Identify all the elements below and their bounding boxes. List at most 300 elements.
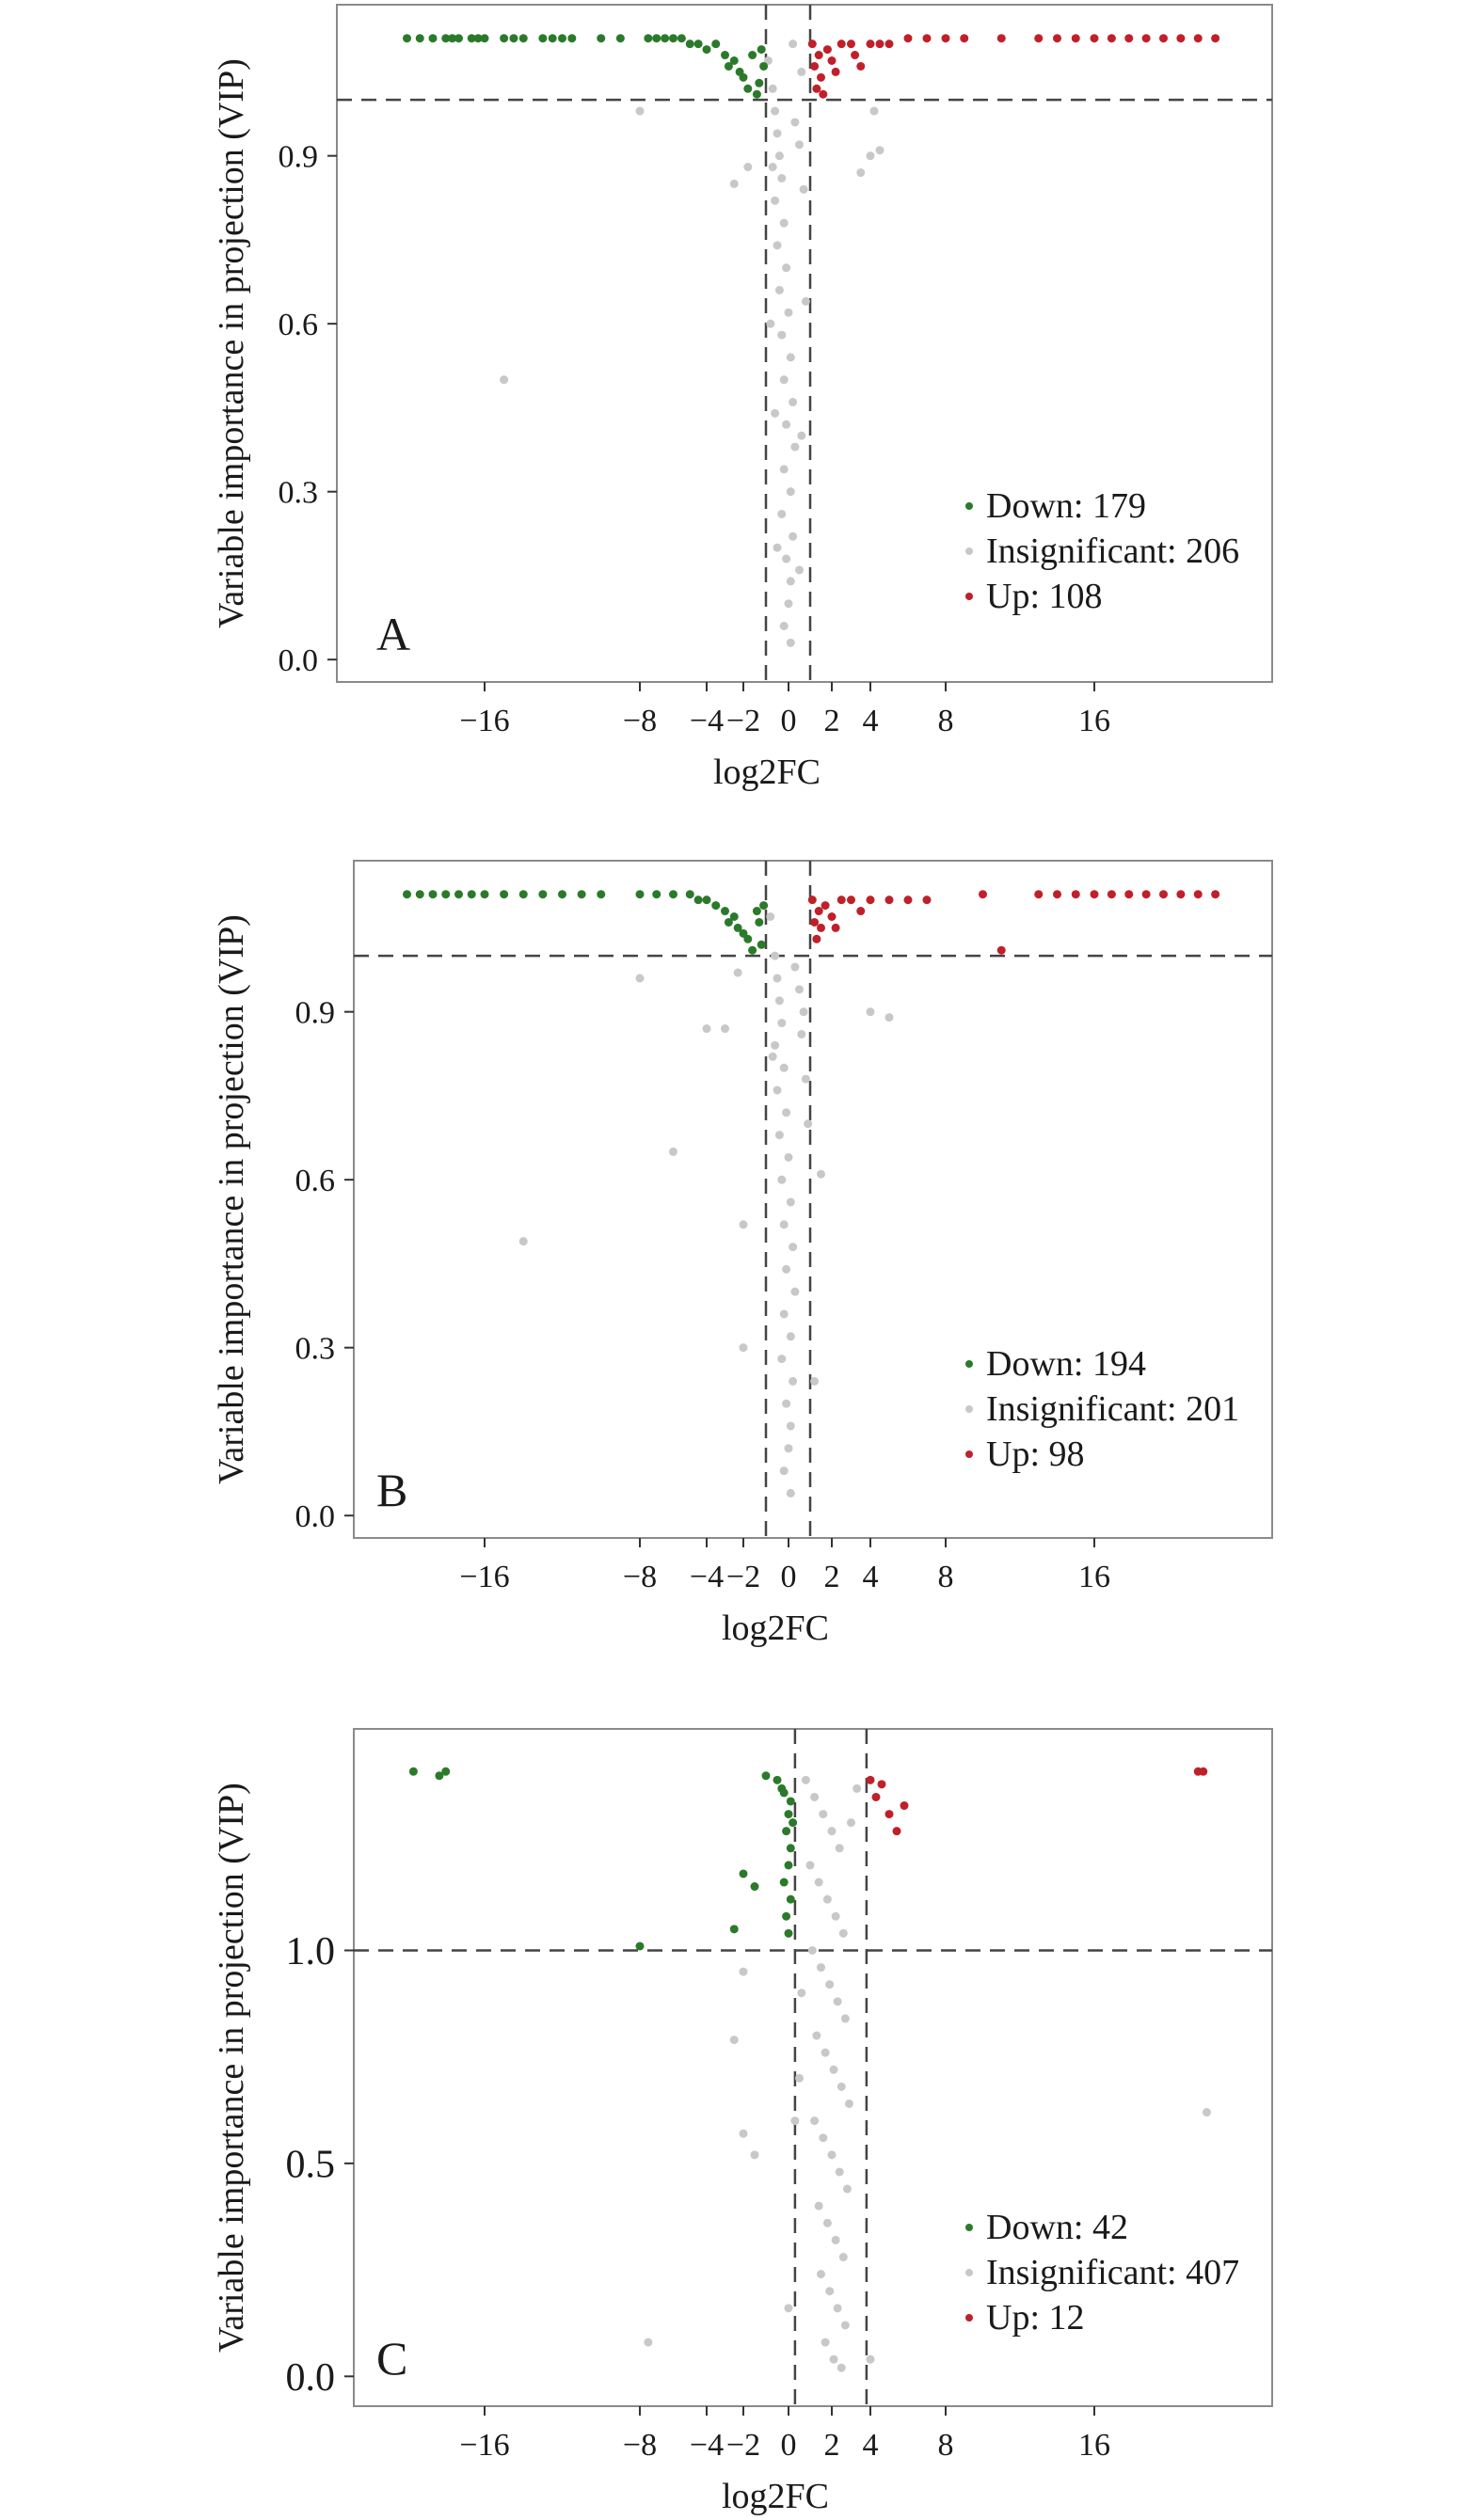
point-insignificant	[789, 532, 797, 541]
point-insignificant	[785, 1153, 793, 1162]
x-tick-label: 0	[780, 704, 797, 738]
y-tick-label: 0.0	[278, 643, 318, 679]
point-insignificant	[836, 1844, 844, 1852]
point-insignificant	[771, 1041, 779, 1050]
point-insignificant	[795, 140, 804, 149]
point-up	[828, 56, 837, 65]
point-up	[856, 62, 865, 71]
point-insignificant	[787, 487, 795, 496]
point-insignificant	[777, 331, 786, 340]
legend-marker-up	[965, 2314, 973, 2322]
point-up	[867, 40, 875, 48]
point-down	[416, 34, 424, 42]
point-insignificant	[797, 1030, 805, 1038]
point-up	[885, 40, 894, 48]
point-down	[636, 890, 645, 898]
point-down	[481, 890, 489, 898]
legend-marker-up	[965, 593, 973, 600]
point-insignificant	[773, 544, 782, 552]
point-insignificant	[780, 375, 789, 384]
y-tick-label: 0.0	[295, 1499, 335, 1535]
x-tick-label: −2	[725, 1560, 761, 1594]
point-down	[616, 34, 625, 42]
point-up	[815, 907, 823, 915]
point-down	[519, 890, 528, 898]
legend-label-insig: Insignificant: 201	[986, 1389, 1240, 1429]
point-insignificant	[777, 510, 786, 518]
point-insignificant	[785, 1444, 793, 1452]
point-insignificant	[790, 963, 799, 972]
point-down	[694, 895, 703, 904]
point-down	[578, 890, 586, 898]
point-insignificant	[782, 1400, 790, 1408]
point-up	[810, 918, 819, 927]
x-tick-label: 8	[937, 1560, 954, 1594]
point-down	[429, 34, 438, 42]
point-insignificant	[836, 2167, 844, 2176]
point-insignificant	[780, 1466, 789, 1475]
x-tick-label: 16	[1078, 1560, 1110, 1594]
point-insignificant	[782, 555, 790, 563]
point-insignificant	[806, 1861, 815, 1869]
point-up	[821, 901, 830, 910]
point-down	[711, 40, 720, 48]
point-insignificant	[817, 1170, 825, 1179]
point-up	[1199, 1767, 1207, 1776]
point-insignificant	[787, 353, 795, 361]
point-up	[1194, 34, 1203, 42]
point-insignificant	[777, 1019, 786, 1027]
legend-marker-insig	[965, 1405, 973, 1413]
point-down	[785, 1861, 793, 1869]
point-insignificant	[828, 1827, 837, 1835]
point-insignificant	[780, 1220, 789, 1228]
point-down	[652, 34, 661, 42]
point-up	[812, 85, 821, 93]
x-axis-label: log2FC	[721, 1609, 830, 1648]
point-insignificant	[780, 1064, 789, 1072]
point-insignificant	[802, 297, 810, 306]
point-insignificant	[797, 432, 805, 440]
point-insignificant	[837, 2083, 846, 2091]
point-insignificant	[817, 2270, 825, 2278]
point-insignificant	[777, 174, 786, 182]
point-insignificant	[853, 1784, 861, 1793]
x-axis-label: log2FC	[712, 753, 821, 792]
point-up	[979, 890, 987, 898]
point-up	[867, 895, 875, 904]
x-tick-label: 16	[1078, 2428, 1110, 2463]
point-insignificant	[817, 1963, 825, 1972]
point-insignificant	[740, 1220, 748, 1228]
point-down	[740, 1869, 748, 1878]
x-tick-label: 2	[823, 704, 840, 738]
point-insignificant	[730, 2036, 739, 2044]
y-tick-label: 0.3	[278, 475, 318, 511]
point-insignificant	[773, 974, 782, 982]
point-down	[785, 1810, 793, 1818]
point-insignificant	[769, 85, 777, 93]
y-tick-label: 1.0	[285, 1930, 335, 1974]
point-insignificant	[808, 1946, 817, 1955]
point-up	[885, 1810, 894, 1818]
y-tick-label: 0.6	[278, 308, 318, 343]
plot-frame	[337, 5, 1272, 682]
point-insignificant	[815, 2202, 823, 2211]
point-insignificant	[734, 969, 742, 977]
point-down	[652, 890, 661, 898]
point-insignificant	[669, 1148, 677, 1156]
point-down	[743, 85, 752, 93]
point-insignificant	[644, 2338, 652, 2347]
point-up	[904, 34, 913, 42]
point-down	[773, 1776, 782, 1784]
point-down	[549, 34, 557, 42]
point-insignificant	[636, 974, 645, 982]
point-up	[1176, 890, 1185, 898]
point-up	[1053, 34, 1061, 42]
point-down	[538, 890, 547, 898]
point-down	[787, 1797, 795, 1805]
point-up	[1142, 34, 1151, 42]
point-insignificant	[810, 1377, 819, 1386]
point-down	[597, 890, 605, 898]
point-down	[703, 895, 711, 904]
point-up	[997, 34, 1006, 42]
point-insignificant	[839, 2253, 848, 2261]
point-insignificant	[790, 2116, 799, 2125]
point-down	[644, 34, 652, 42]
point-insignificant	[815, 1878, 823, 1887]
point-insignificant	[802, 1075, 810, 1084]
point-insignificant	[743, 163, 752, 171]
point-down	[751, 1882, 759, 1891]
point-down	[759, 901, 768, 910]
y-axis-label: Variable importance in projection (VIP)	[212, 58, 251, 628]
point-up	[812, 935, 821, 943]
point-insignificant	[787, 1197, 795, 1206]
x-tick-label: −8	[622, 1560, 658, 1594]
point-insignificant	[847, 1818, 855, 1827]
plot-frame	[354, 861, 1272, 1538]
point-insignificant	[819, 2133, 827, 2142]
point-down	[753, 90, 761, 99]
point-up	[847, 40, 855, 48]
point-insignificant	[775, 1131, 784, 1139]
point-down	[441, 1767, 450, 1776]
point-up	[808, 895, 817, 904]
point-insignificant	[740, 1968, 748, 1976]
point-down	[762, 1771, 771, 1780]
point-up	[867, 1776, 875, 1784]
point-down	[669, 34, 677, 42]
point-insignificant	[795, 2074, 804, 2083]
point-up	[872, 1793, 881, 1801]
point-insignificant	[782, 420, 790, 429]
point-up	[856, 907, 865, 915]
point-up	[1034, 34, 1043, 42]
point-down	[636, 1942, 645, 1950]
point-insignificant	[828, 2150, 837, 2159]
panel-letter: C	[376, 2332, 408, 2385]
legend-marker-insig	[965, 2269, 973, 2276]
point-insignificant	[790, 443, 799, 452]
point-up	[1124, 890, 1133, 898]
point-up	[1124, 34, 1133, 42]
point-insignificant	[771, 107, 779, 116]
point-up	[817, 924, 825, 932]
point-insignificant	[843, 2185, 852, 2194]
point-down	[500, 34, 508, 42]
point-up	[904, 895, 913, 904]
x-tick-label: −8	[622, 2428, 658, 2463]
legend-label-down: Down: 42	[986, 2208, 1128, 2247]
point-up	[817, 73, 825, 82]
point-down	[558, 34, 566, 42]
x-tick-label: 8	[937, 704, 954, 738]
point-down	[787, 1895, 795, 1904]
point-down	[597, 34, 605, 42]
point-insignificant	[821, 2338, 830, 2347]
point-insignificant	[751, 2150, 759, 2159]
point-insignificant	[790, 1288, 799, 1296]
point-down	[721, 51, 729, 59]
point-up	[832, 68, 840, 76]
point-up	[893, 1827, 901, 1835]
point-down	[481, 34, 489, 42]
x-tick-label: −16	[459, 1560, 510, 1594]
point-up	[815, 51, 823, 59]
x-tick-label: −2	[725, 2428, 761, 2463]
point-up	[1176, 34, 1185, 42]
point-insignificant	[782, 263, 790, 272]
point-insignificant	[830, 2066, 838, 2074]
point-insignificant	[837, 2364, 846, 2372]
legend-label-up: Up: 98	[986, 1434, 1085, 1474]
point-up	[837, 895, 846, 904]
legend-marker-insig	[965, 547, 973, 555]
legend-label-down: Down: 179	[986, 486, 1146, 526]
point-insignificant	[800, 1007, 808, 1016]
point-insignificant	[740, 2130, 748, 2138]
point-up	[808, 40, 817, 48]
point-down	[500, 890, 508, 898]
point-down	[403, 890, 411, 898]
point-up	[837, 40, 846, 48]
point-insignificant	[804, 1119, 812, 1128]
point-up	[823, 45, 832, 54]
point-up	[1053, 890, 1061, 898]
y-tick-label: 0.9	[278, 139, 318, 175]
legend-label-insig: Insignificant: 206	[986, 531, 1240, 571]
point-insignificant	[730, 180, 739, 188]
point-down	[429, 890, 438, 898]
point-insignificant	[832, 1912, 840, 1921]
point-insignificant	[825, 2287, 834, 2295]
legend-label-up: Up: 108	[986, 577, 1103, 616]
point-down	[677, 34, 686, 42]
panel-a	[212, 5, 1272, 792]
point-up	[1034, 890, 1043, 898]
point-up	[1108, 890, 1116, 898]
x-tick-label: 16	[1078, 704, 1110, 738]
point-insignificant	[773, 1086, 782, 1094]
point-down	[748, 51, 757, 59]
point-insignificant	[825, 1980, 834, 1989]
panel-letter: A	[376, 608, 411, 660]
point-up	[1142, 890, 1151, 898]
point-down	[755, 918, 763, 927]
point-insignificant	[802, 1776, 810, 1784]
point-down	[757, 941, 766, 949]
point-up	[1091, 34, 1099, 42]
point-insignificant	[771, 952, 779, 960]
point-down	[567, 34, 576, 42]
point-insignificant	[867, 1007, 875, 1016]
point-insignificant	[810, 2116, 819, 2125]
point-down	[755, 79, 763, 87]
point-down	[730, 912, 739, 921]
point-down	[558, 890, 566, 898]
legend-label-up: Up: 12	[986, 2298, 1085, 2338]
point-insignificant	[787, 577, 795, 585]
point-up	[878, 1780, 886, 1788]
point-down	[743, 935, 752, 943]
point-down	[703, 45, 711, 54]
point-down	[757, 45, 766, 54]
x-tick-label: −8	[622, 704, 658, 738]
point-up	[900, 1801, 909, 1810]
point-insignificant	[780, 622, 789, 630]
point-insignificant	[787, 639, 795, 647]
point-insignificant	[785, 2304, 793, 2312]
point-down	[454, 34, 463, 42]
point-insignificant	[769, 163, 777, 171]
point-down	[669, 890, 677, 898]
point-down	[789, 1818, 797, 1827]
point-up	[810, 62, 819, 71]
point-insignificant	[867, 151, 875, 160]
panel-letter: B	[376, 1464, 408, 1516]
y-axis-label: Variable importance in projection (VIP)	[212, 914, 251, 1484]
point-up	[1211, 890, 1219, 898]
legend-marker-up	[965, 1450, 973, 1458]
point-down	[416, 890, 424, 898]
point-insignificant	[856, 168, 865, 177]
y-tick-label: 0.0	[285, 2356, 335, 2401]
legend-label-down: Down: 194	[986, 1344, 1146, 1384]
x-tick-label: −16	[459, 704, 510, 738]
point-insignificant	[703, 1024, 711, 1033]
point-down	[785, 1929, 793, 1938]
point-insignificant	[841, 2014, 850, 2022]
point-insignificant	[780, 1309, 789, 1318]
point-insignificant	[839, 1929, 848, 1938]
point-insignificant	[834, 1997, 842, 2005]
point-insignificant	[773, 129, 782, 137]
point-up	[1194, 890, 1203, 898]
point-insignificant	[777, 1176, 786, 1184]
point-up	[876, 40, 884, 48]
point-insignificant	[721, 1024, 729, 1033]
point-insignificant	[773, 241, 782, 249]
point-insignificant	[834, 2304, 842, 2312]
point-down	[711, 901, 720, 910]
point-insignificant	[867, 2355, 875, 2364]
x-tick-label: 8	[937, 2428, 954, 2463]
point-down	[441, 890, 450, 898]
point-down	[509, 34, 518, 42]
point-down	[403, 34, 411, 42]
point-down	[777, 1784, 786, 1793]
point-insignificant	[782, 1265, 790, 1274]
point-insignificant	[787, 1332, 795, 1340]
point-up	[1108, 34, 1116, 42]
point-down	[748, 946, 757, 955]
point-insignificant	[819, 1810, 827, 1818]
point-up	[1091, 890, 1099, 898]
point-insignificant	[769, 1053, 777, 1061]
point-insignificant	[775, 151, 784, 160]
legend-marker-down	[965, 502, 973, 510]
point-insignificant	[766, 320, 774, 328]
point-down	[538, 34, 547, 42]
y-tick-label: 0.5	[285, 2143, 335, 2187]
x-tick-label: 0	[780, 1560, 797, 1594]
point-insignificant	[845, 2100, 853, 2108]
plot-frame	[354, 1729, 1272, 2406]
point-up	[885, 895, 894, 904]
y-tick-label: 0.9	[295, 995, 335, 1031]
point-down	[782, 1827, 790, 1835]
point-insignificant	[740, 1343, 748, 1352]
x-tick-label: 4	[862, 1560, 879, 1594]
point-insignificant	[832, 2236, 840, 2244]
point-down	[454, 890, 463, 898]
point-up	[847, 895, 855, 904]
panel-c	[212, 1729, 1272, 2516]
point-up	[923, 34, 932, 42]
point-down	[753, 907, 761, 915]
point-up	[1072, 890, 1080, 898]
point-insignificant	[780, 465, 789, 473]
point-insignificant	[876, 146, 884, 154]
point-insignificant	[795, 985, 804, 993]
point-insignificant	[830, 2355, 838, 2364]
point-insignificant	[519, 1237, 528, 1245]
legend-marker-down	[965, 2224, 973, 2231]
point-up	[960, 34, 968, 42]
point-insignificant	[821, 2049, 830, 2057]
x-tick-label: −16	[459, 2428, 510, 2463]
point-down	[740, 73, 748, 82]
point-insignificant	[789, 1243, 797, 1251]
point-down	[686, 890, 694, 898]
point-insignificant	[812, 2032, 821, 2040]
y-axis-label: Variable importance in projection (VIP)	[212, 1783, 251, 2353]
x-tick-label: −4	[689, 2428, 725, 2463]
point-insignificant	[800, 185, 808, 194]
point-insignificant	[766, 912, 774, 921]
x-tick-label: 2	[823, 2428, 840, 2463]
point-insignificant	[787, 1489, 795, 1498]
point-up	[942, 34, 950, 42]
point-insignificant	[789, 40, 797, 48]
x-tick-label: 0	[780, 2428, 797, 2463]
point-down	[782, 1912, 790, 1921]
x-tick-label: −2	[725, 704, 761, 738]
point-insignificant	[775, 286, 784, 294]
